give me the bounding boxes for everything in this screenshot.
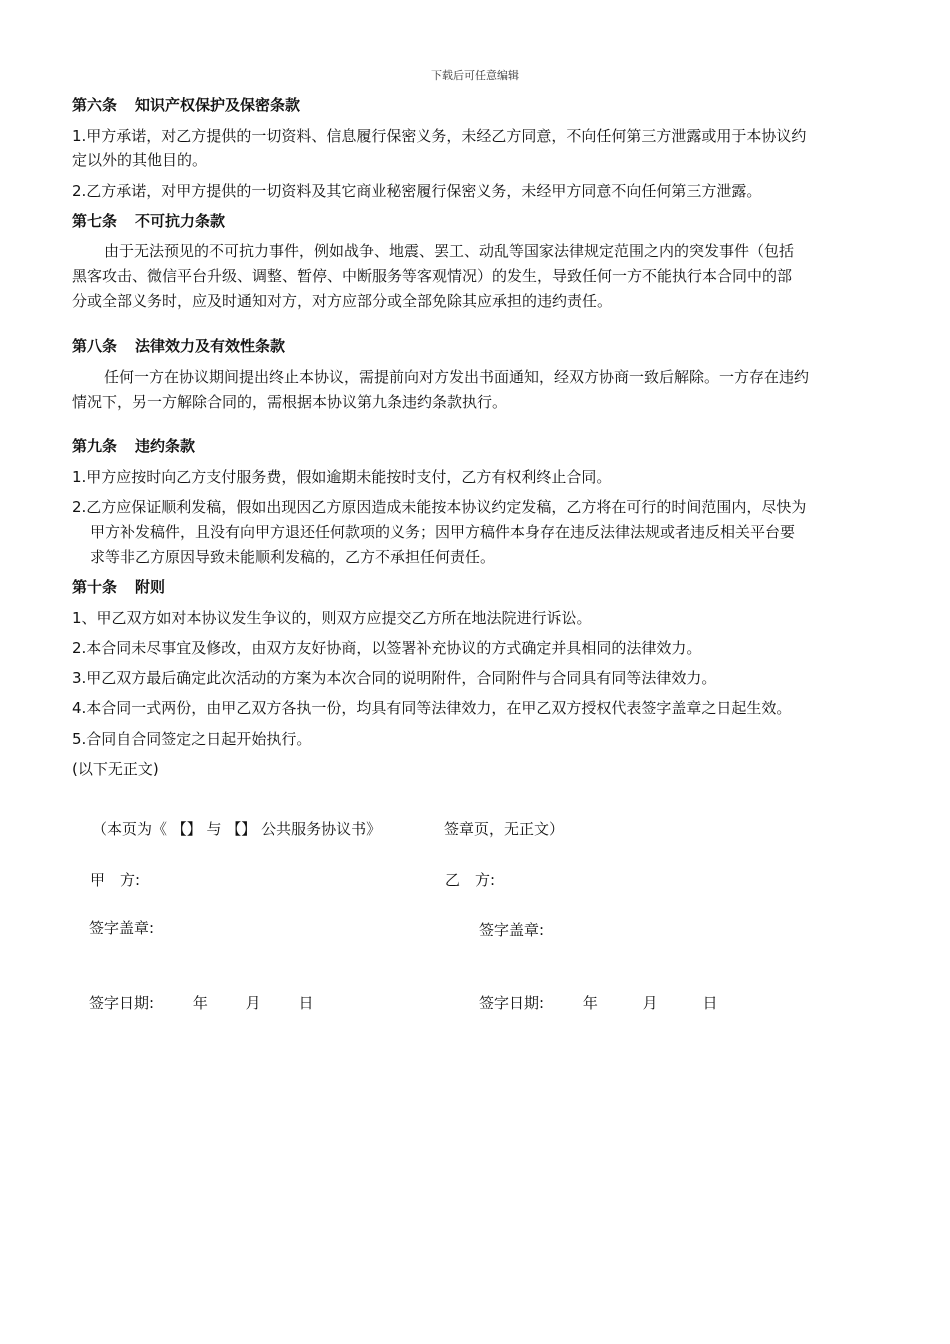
party-a-label: 甲 方: — [90, 871, 141, 889]
party-a-date-year: 年 — [192, 994, 208, 1012]
article-10-heading — [72, 577, 165, 597]
article-9-paragraph-2-line-2: 甲方补发稿件，且没有向甲方退还任何款项的义务；因甲方稿件本身存在违反法律法规或者违反相关平台要 — [90, 523, 796, 541]
article-10-clause-4: 4.本合同一式两份，由甲乙双方各执一份，均具有同等法律效力，在甲乙双方授权代表签字盖章之日起生效。 — [72, 699, 792, 717]
article-10-clause-5: 5.合同自合同签定之日起开始执行。 — [72, 730, 312, 748]
article-6-number: 第六条 — [72, 96, 118, 114]
article-9-paragraph-2-line-1: 2.乙方应保证顺利发稿，假如出现因乙方原因造成未能按本协议约定发稿，乙方将在可行的时间范围内，尽快为 — [72, 498, 807, 516]
article-7-paragraph-line-2: 黑客攻击、微信平台升级、调整、暂停、中断服务等客观情况）的发生，导致任何一方不能执行本合同中的部 — [72, 267, 793, 285]
article-7-title: 不可抗力条款 — [135, 212, 226, 230]
article-10-clause-2: 2.本合同未尽事宜及修改，由双方友好协商，以签署补充协议的方式确定并具相同的法律效力。 — [72, 639, 702, 657]
article-8-paragraph-line-1: 任何一方在协议期间提出终止本协议，需提前向对方发出书面通知，经双方协商一致后解除。一方存在违约 — [104, 368, 810, 386]
article-6-paragraph-1-line-2: 定以外的其他目的。 — [72, 151, 208, 169]
article-10-clause-1: 1、甲乙双方如对本协议发生争议的，则双方应提交乙方所在地法院进行诉讼。 — [72, 609, 592, 627]
article-7-paragraph-line-1: 由于无法预见的不可抗力事件，例如战争、地震、罢工、动乱等国家法律规定范围之内的突发事件（包括 — [104, 242, 795, 260]
article-10-clause-3: 3.甲乙双方最后确定此次活动的方案为本次合同的说明附件，合同附件与合同具有同等法律效力。 — [72, 669, 717, 687]
party-b-date-row — [479, 993, 717, 1013]
party-b-date-month: 月 — [642, 994, 658, 1012]
party-b-date-day: 日 — [702, 994, 718, 1012]
article-8-paragraph-line-2: 情况下，另一方解除合同的，需根据本协议第九条违约条款执行。 — [72, 393, 508, 411]
article-9-paragraph-2-line-3: 求等非乙方原因导致未能顺利发稿的，乙方不承担任何责任。 — [90, 548, 496, 566]
party-b-seal-label: 签字盖章: — [479, 921, 545, 939]
article-6-paragraph-2: 2.乙方承诺，对甲方提供的一切资料及其它商业秘密履行保密义务，未经甲方同意不向任何第三方泄露。 — [72, 182, 762, 200]
party-a-date-day: 日 — [298, 994, 314, 1012]
end-of-text-note: (以下无正文) — [72, 760, 159, 778]
article-9-number: 第九条 — [72, 437, 118, 455]
article-7-number: 第七条 — [72, 212, 118, 230]
article-8-heading — [72, 336, 285, 356]
party-a-date-month: 月 — [245, 994, 261, 1012]
article-6-title: 知识产权保护及保密条款 — [135, 96, 301, 114]
article-6-heading — [72, 95, 300, 115]
article-9-heading — [72, 436, 195, 456]
article-9-title: 违约条款 — [135, 437, 196, 455]
article-8-number: 第八条 — [72, 337, 118, 355]
article-10-title: 附则 — [135, 578, 166, 596]
party-b-label: 乙 方: — [445, 871, 496, 889]
party-b-date-label: 签字日期: — [479, 994, 545, 1012]
page-header: 下载后可任意编辑 — [431, 69, 519, 82]
party-a-date-label: 签字日期: — [89, 994, 155, 1012]
article-9-paragraph-1: 1.甲方应按时向乙方支付服务费，假如逾期未能按时支付，乙方有权利终止合同。 — [72, 468, 612, 486]
article-6-paragraph-1-line-1: 1.甲方承诺，对乙方提供的一切资料、信息履行保密义务，未经乙方同意，不向任何第三方泄露或用于本协议约 — [72, 127, 807, 145]
signature-page-note-right: 签章页，无正文） — [444, 820, 565, 838]
party-b-date-year: 年 — [582, 994, 598, 1012]
article-7-heading — [72, 211, 225, 231]
party-a-date-row — [89, 993, 313, 1013]
article-10-number: 第十条 — [72, 578, 118, 596]
party-a-seal-label: 签字盖章: — [89, 919, 155, 937]
article-8-title: 法律效力及有效性条款 — [135, 337, 286, 355]
signature-page-note-left: （本页为《 【】 与 【】 公共服务协议书》 — [92, 820, 382, 838]
article-7-paragraph-line-3: 分或全部义务时，应及时通知对方，对方应部分或全部免除其应承担的违约责任。 — [72, 292, 613, 310]
